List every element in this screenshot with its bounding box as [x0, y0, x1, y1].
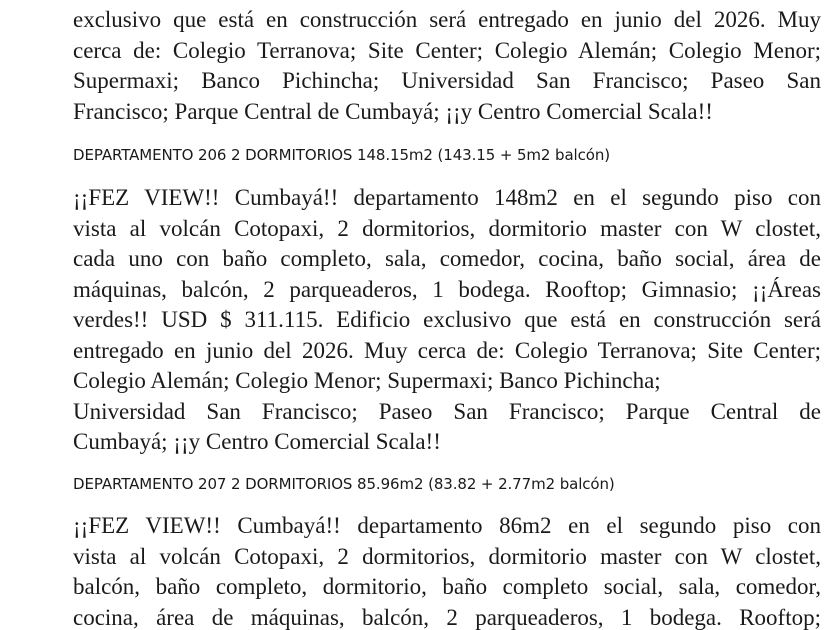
- paragraph-line: máquinas, balcón, 2 parqueaderos, 1 bodega. Rooftop; Gimnasio; ¡¡Áreas: [73, 276, 821, 302]
- paragraph-line: Colegio Alemán; Colegio Menor; Supermaxi; Banco Pichincha;: [73, 368, 661, 393]
- paragraph-line: cada uno con baño completo, sala, comedor, cocina, baño social, área de: [73, 246, 821, 271]
- paragraph-line: vista al volcán Cotopaxi, 2 dormitorios, dormitorio master con W clostet,: [73, 215, 821, 241]
- paragraph-line: vista al volcán Cotopaxi, 2 dormitorios, dormitorio master con W clostet,: [73, 543, 821, 569]
- paragraph-line: Universidad San Francisco; Paseo San Francisco; Parque Central de: [73, 398, 821, 424]
- paragraph-line: cocina, área de máquinas, balcón, 2 parqueaderos, 1 bodega. Rooftop;: [73, 604, 821, 630]
- listing-heading-207: DEPARTAMENTO 207 2 DORMITORIOS 85.96m2 (83.82 + 2.77m2 balcón): [73, 475, 615, 493]
- listing-heading-206: DEPARTAMENTO 206 2 DORMITORIOS 148.15m2 (143.15 + 5m2 balcón): [73, 146, 610, 164]
- listing-description-206: [73, 183, 821, 458]
- paragraph-top-continuation: [73, 5, 821, 127]
- listing-description-207: [73, 511, 821, 630]
- paragraph-line: balcón, baño completo, dormitorio, baño completo social, sala, comedor,: [73, 574, 821, 599]
- paragraph-line: Supermaxi; Banco Pichincha; Universidad San Francisco; Paseo San: [73, 68, 821, 93]
- paragraph-line: verdes!! USD $ 311.115. Edificio exclusivo que está en construcción será: [73, 307, 821, 332]
- paragraph-line: ¡¡FEZ VIEW!! Cumbayá!! departamento 86m2 en el segundo piso con: [73, 513, 821, 538]
- paragraph-line: entregado en junio del 2026. Muy cerca de: Colegio Terranova; Site Center;: [73, 337, 821, 363]
- paragraph-line: Cumbayá; ¡¡y Centro Comercial Scala!!: [73, 429, 441, 454]
- paragraph-line: ¡¡FEZ VIEW!! Cumbayá!! departamento 148m2 en el segundo piso con: [73, 185, 821, 210]
- paragraph-line: cerca de: Colegio Terranova; Site Center; Colegio Alemán; Colegio Menor;: [73, 37, 821, 63]
- paragraph-line: Francisco; Parque Central de Cumbayá; ¡¡y Centro Comercial Scala!!: [73, 98, 713, 124]
- paragraph-line: exclusivo que está en construcción será entregado en junio del 2026. Muy: [73, 7, 821, 32]
